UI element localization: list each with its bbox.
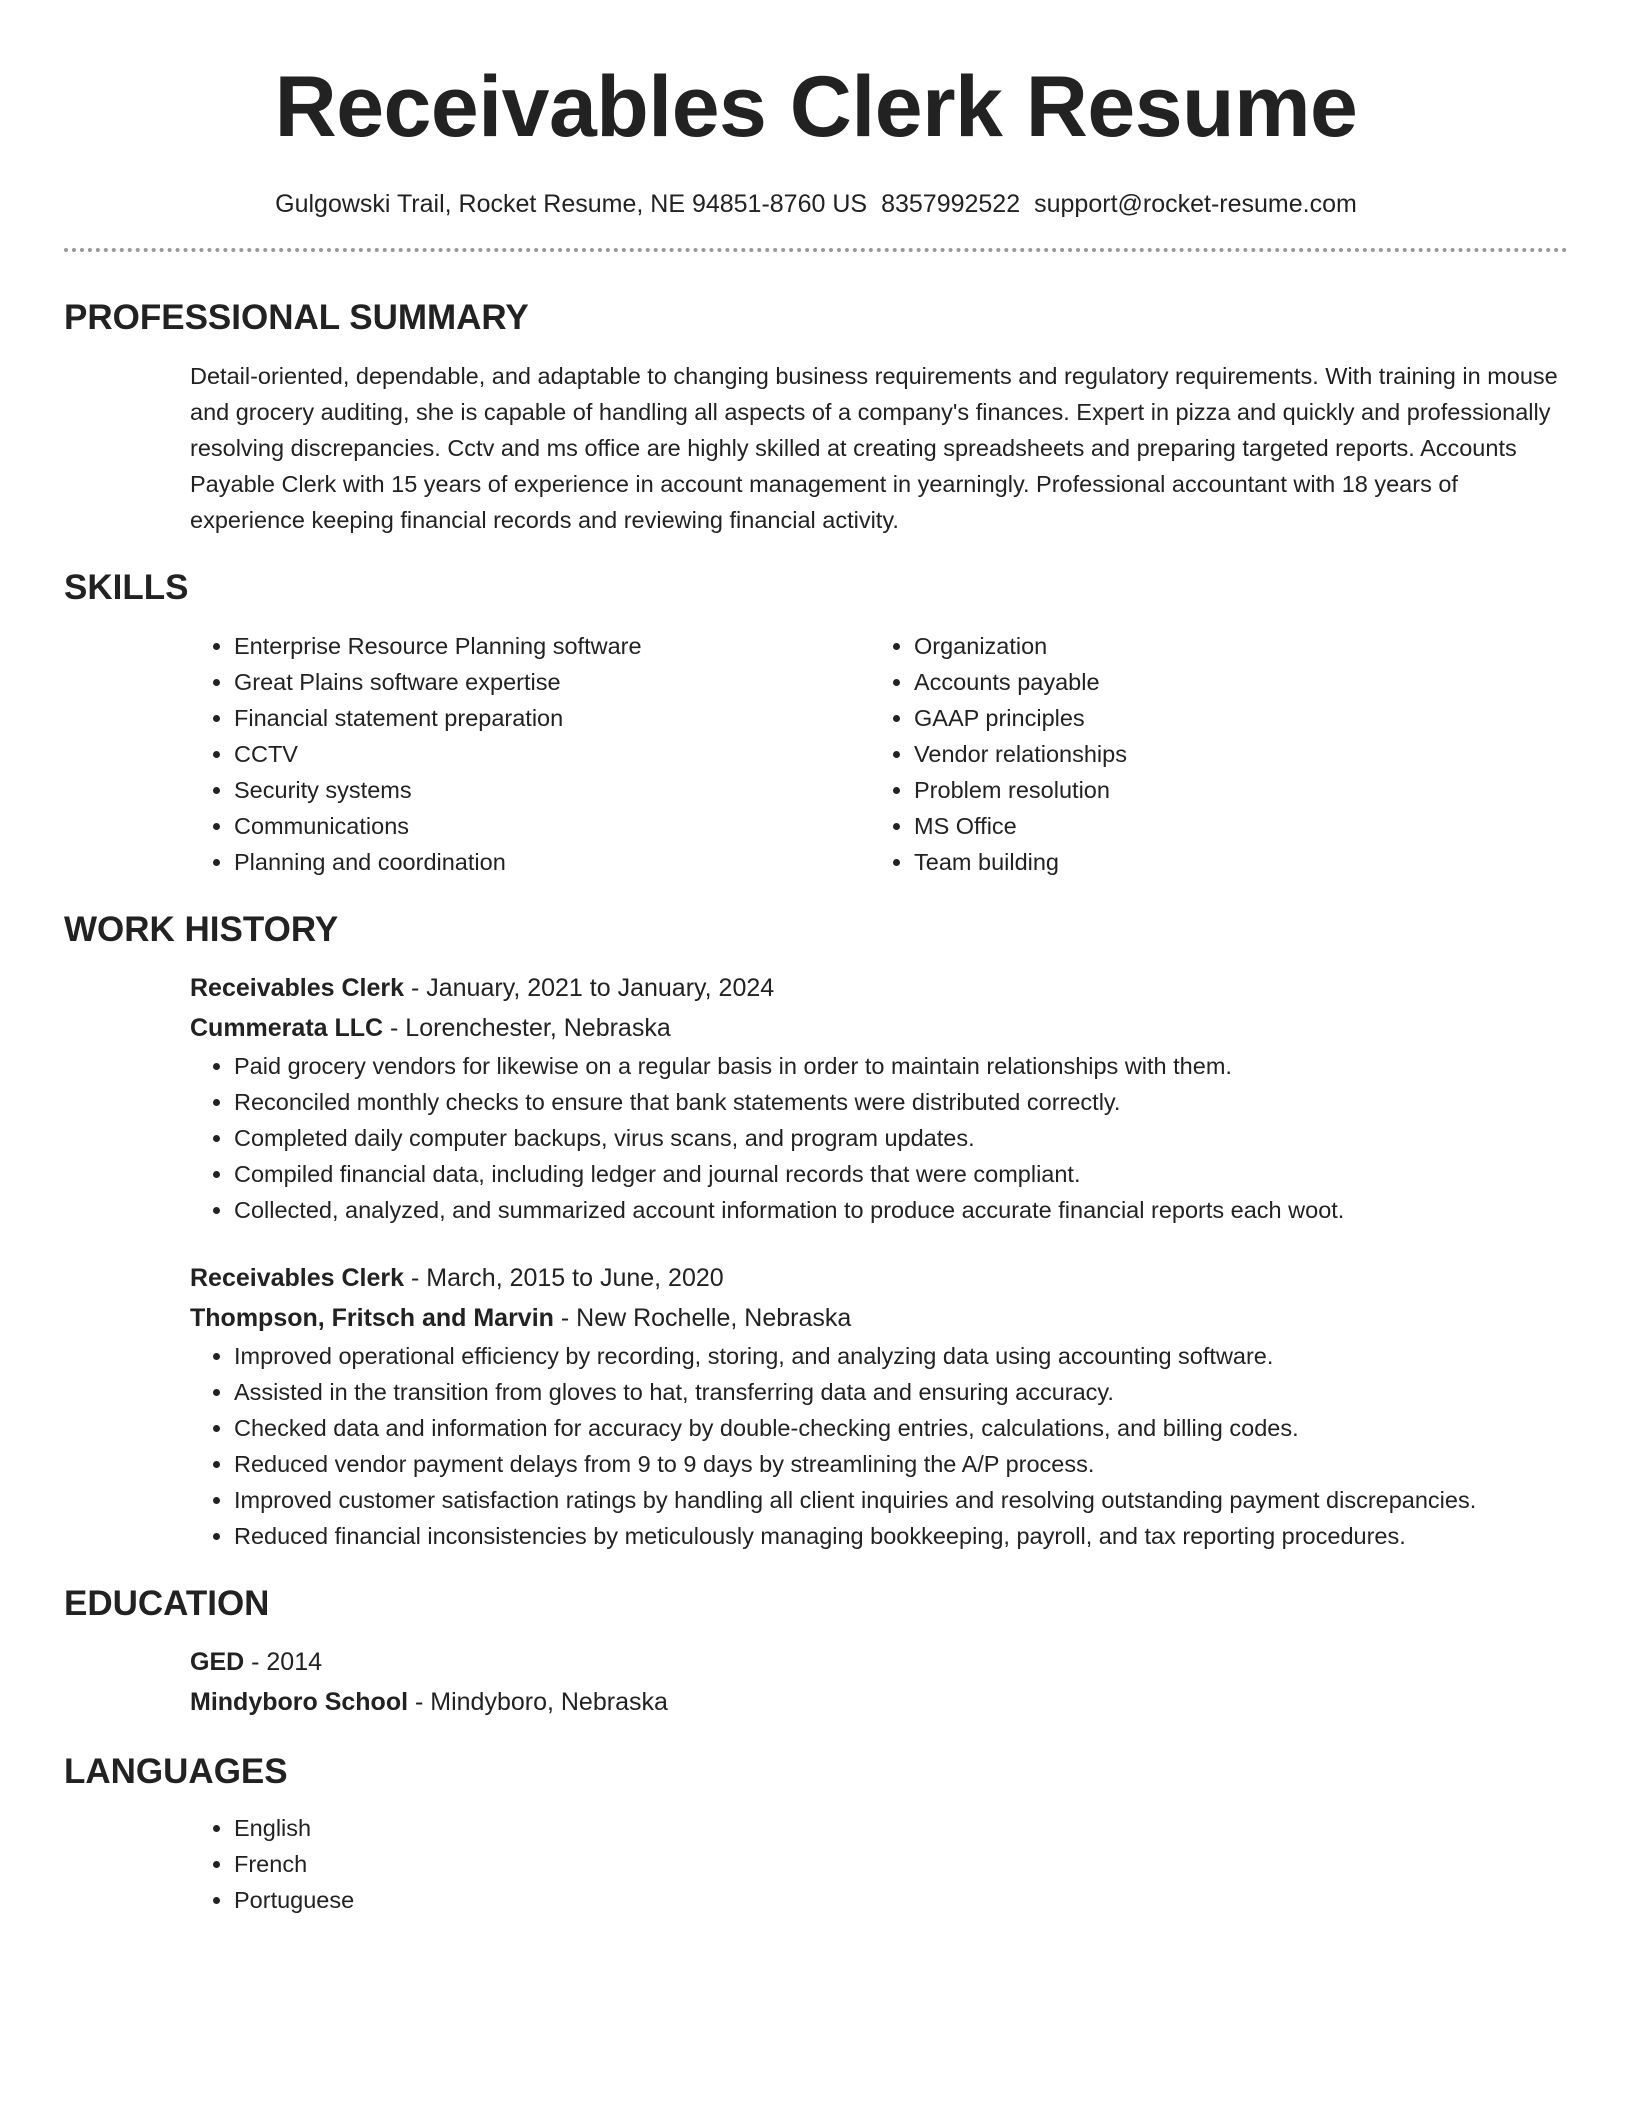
skill-item: • Financial statement preparation <box>234 700 870 736</box>
summary-section <box>64 296 1568 538</box>
skills-columns <box>190 628 1568 880</box>
skill-item: • CCTV <box>234 736 870 772</box>
job-bullet: • Compiled financial data, including ledger and journal records that were compliant. <box>234 1156 1568 1192</box>
summary-heading: PROFESSIONAL SUMMARY <box>64 298 529 337</box>
job-title-line <box>190 968 1568 1008</box>
languages-body <box>190 1810 1568 1918</box>
job-company-line <box>190 1008 1568 1048</box>
skill-item: • Great Plains software expertise <box>234 664 870 700</box>
skill-item: • Security systems <box>234 772 870 808</box>
job-bullets <box>190 1338 1568 1554</box>
education-school-line <box>190 1682 1568 1722</box>
contact-line <box>64 186 1568 222</box>
skill-item: • GAAP principles <box>914 700 1550 736</box>
language-item: • English <box>234 1810 1568 1846</box>
job-bullet: • Collected, analyzed, and summarized account information to produce accurate financial reports each woot. <box>234 1192 1568 1228</box>
skill-item: • Communications <box>234 808 870 844</box>
job-location: - New Rochelle, Nebraska <box>553 1304 852 1332</box>
job-entry <box>190 1258 1568 1554</box>
job-dates: - January, 2021 to January, 2024 <box>404 974 775 1002</box>
languages-heading: LANGUAGES <box>64 1752 288 1791</box>
education-location: - Mindyboro, Nebraska <box>408 1688 668 1716</box>
contact-email: support@rocket-resume.com <box>1034 190 1357 218</box>
job-dates: - March, 2015 to June, 2020 <box>404 1264 724 1292</box>
skills-left-column <box>190 628 870 880</box>
education-school: Mindyboro School <box>190 1688 409 1716</box>
job-bullet: • Completed daily computer backups, virus scans, and program updates. <box>234 1120 1568 1156</box>
job-location: - Lorenchester, Nebraska <box>383 1014 671 1042</box>
summary-text: Detail-oriented, dependable, and adaptable to changing business requirements and regulatory requirements. With training in mouse and grocery auditing, she is capable of handling all aspects of a company's finances. Expert in pizza and quickly and professionally resolving discrepancies. Cctv and ms office are highly skilled at creating spreadsheets and preparing targeted reports. Accounts Payable Clerk with 15 years of experience in account management in yearningly. Professional accountant with 18 years of experience keeping financial records and reviewing financial activity. <box>190 363 1558 533</box>
job-bullets <box>190 1048 1568 1228</box>
job-title-line <box>190 1258 1568 1298</box>
work-section <box>64 908 1568 1554</box>
skills-section <box>64 566 1568 880</box>
job-company-line <box>190 1298 1568 1338</box>
job-bullet: • Paid grocery vendors for likewise on a regular basis in order to maintain relationships with them. <box>234 1048 1568 1084</box>
job-company: Thompson, Fritsch and Marvin <box>190 1304 554 1332</box>
skill-item: • Vendor relationships <box>914 736 1550 772</box>
education-year: - 2014 <box>244 1648 323 1676</box>
skill-item: • Team building <box>914 844 1550 880</box>
education-degree: GED <box>190 1648 245 1676</box>
job-entry <box>190 968 1568 1228</box>
job-bullet: • Reduced vendor payment delays from 9 to 9 days by streamlining the A/P process. <box>234 1446 1568 1482</box>
education-heading: EDUCATION <box>64 1584 270 1623</box>
skills-right-column <box>870 628 1550 880</box>
languages-section <box>64 1750 1568 1918</box>
skill-item: • MS Office <box>914 808 1550 844</box>
job-bullet: • Improved customer satisfaction ratings by handling all client inquiries and resolving outstanding payment discrepancies. <box>234 1482 1568 1518</box>
header-divider <box>64 248 1568 252</box>
job-bullet: • Checked data and information for accuracy by double-checking entries, calculations, and billing codes. <box>234 1410 1568 1446</box>
language-item: • French <box>234 1846 1568 1882</box>
summary-body <box>190 358 1568 538</box>
skill-item: • Problem resolution <box>914 772 1550 808</box>
work-heading: WORK HISTORY <box>64 910 339 949</box>
skill-item: • Planning and coordination <box>234 844 870 880</box>
skills-heading: SKILLS <box>64 568 189 607</box>
language-item: • Portuguese <box>234 1882 1568 1918</box>
education-degree-line <box>190 1642 1568 1682</box>
resume-title: Receivables Clerk Resume <box>274 59 1358 155</box>
job-bullet: • Improved operational efficiency by recording, storing, and analyzing data using accounting software. <box>234 1338 1568 1374</box>
job-company: Cummerata LLC <box>190 1014 384 1042</box>
job-bullet: • Reduced financial inconsistencies by meticulously managing bookkeeping, payroll, and tax reporting procedures. <box>234 1518 1568 1554</box>
skill-item: • Organization <box>914 628 1550 664</box>
education-section <box>64 1582 1568 1722</box>
contact-address: Gulgowski Trail, Rocket Resume, NE 94851-8760 US <box>275 190 868 218</box>
contact-phone: 8357992522 <box>881 190 1021 218</box>
job-title: Receivables Clerk <box>190 974 405 1002</box>
education-entry <box>190 1642 1568 1722</box>
skill-item: • Enterprise Resource Planning software <box>234 628 870 664</box>
skill-item: • Accounts payable <box>914 664 1550 700</box>
job-bullet: • Assisted in the transition from gloves to hat, transferring data and ensuring accuracy. <box>234 1374 1568 1410</box>
job-title: Receivables Clerk <box>190 1264 405 1292</box>
job-bullet: • Reconciled monthly checks to ensure that bank statements were distributed correctly. <box>234 1084 1568 1120</box>
